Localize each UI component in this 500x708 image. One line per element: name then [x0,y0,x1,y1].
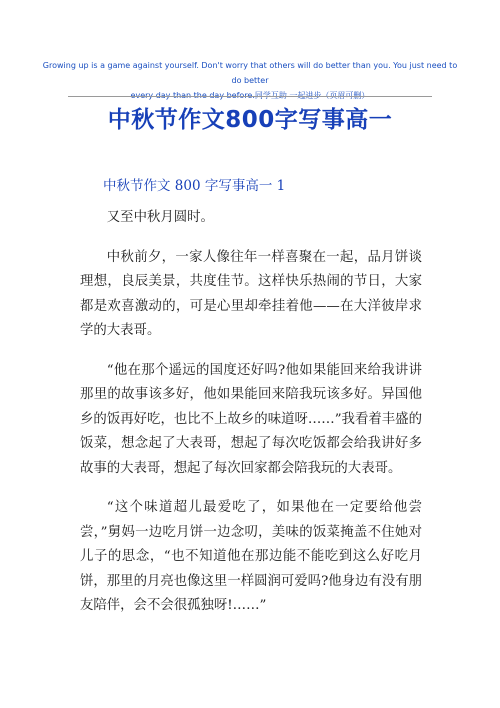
paragraph: 又至中秋月圆时。 [106,210,214,225]
header-line-2: every day than the day before.同学互助 一起进步（页眉可删） [130,91,370,100]
document-title: 中秋节作文800字写事高一 [107,107,393,133]
paragraph: 中秋前夕，一家人像往年一样喜聚在一起，品月饼谈理想，良辰美景，共度佳节。这样快乐热闹的节日，大家都是欢喜激动的，可是心里却牵挂着他——在大洋彼岸求学的大表哥。 [80,249,422,338]
paragraph: “他在那个遥远的国度还好吗?他如果能回来给我讲讲那里的故事该多好，他如果能回来陪我玩该多好。异国他乡的饭再好吃，也比不上故乡的味道呀……”我看着丰盛的饭菜，想念起了大表哥，想起了每次吃饭都会给我讲好多故事的大表哥，想起了每次回家都会陪我玩的大表哥。 [80,362,422,476]
section-subtitle: 中秋节作文 800 字写事高一 1 [103,178,286,194]
paragraph: “这个味道超儿最爱吃了，如果他在一定要给他尝尝，”舅妈一边吃月饼一边念叨，美味的饭菜掩盖不住她对儿子的思念，“也不知道他在那边能不能吃到这么好吃月饼，那里的月亮也像这里一样圆润可爱吗?他身边有没有朋友陪伴，会不会很孤独呀!……” [80,500,422,613]
header-divider [68,96,432,97]
header-line-1: Growing up is a game against yourself. Don't worry that others will do better than you. You just need to do better [42,61,458,85]
article-body [80,206,422,634]
